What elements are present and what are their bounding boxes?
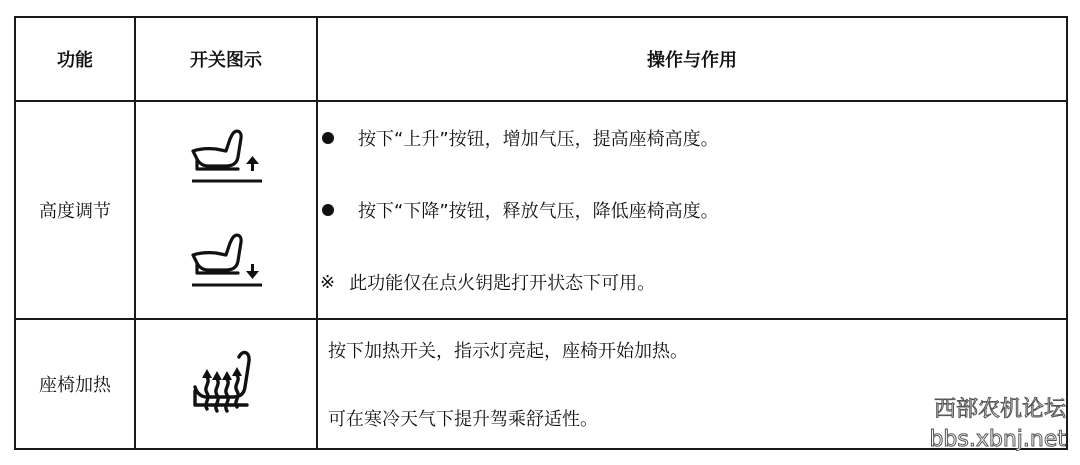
header-operation: 操作与作用 (317, 17, 1067, 101)
height-adjust-icons (135, 101, 317, 319)
watermark-url: bbs.xbnj.net (929, 427, 1066, 452)
bullet-icon (322, 132, 334, 144)
seat-heating-icon (187, 347, 265, 421)
table-header-row (15, 17, 1067, 101)
seat-height-down-icon (186, 229, 266, 295)
function-height-adjust: 高度调节 (15, 101, 135, 319)
heating-text-2: 可在寒冷天气下提升驾乘舒适性。 (328, 409, 598, 430)
list-item (328, 331, 1066, 369)
height-adjust-description (317, 101, 1067, 319)
note-item (318, 263, 1066, 301)
note-mark-icon: ※ (320, 271, 336, 293)
function-seat-heating: 座椅加热 (15, 319, 135, 449)
height-note-text: 此功能仅在点火钥匙打开状态下可用。 (349, 273, 656, 294)
heating-text-1: 按下加热开关，指示灯亮起，座椅开始加热。 (328, 341, 688, 362)
bullet-icon (322, 204, 334, 216)
watermark-site-name: 西部农机论坛 (933, 397, 1066, 422)
height-up-text: 按下“上升”按钮，增加气压，提高座椅高度。 (358, 129, 719, 150)
header-function: 功能 (15, 17, 135, 101)
header-switch-icon: 开关图示 (135, 17, 317, 101)
seat-heating-icons (135, 319, 317, 449)
height-down-text: 按下“下降”按钮，释放气压，降低座椅高度。 (358, 201, 719, 222)
table-row (15, 319, 1067, 449)
watermark (929, 395, 1066, 455)
table-row (15, 101, 1067, 319)
list-item (318, 191, 1066, 229)
seat-height-up-icon (186, 125, 266, 191)
list-item (318, 119, 1066, 157)
seat-function-table (14, 16, 1068, 450)
